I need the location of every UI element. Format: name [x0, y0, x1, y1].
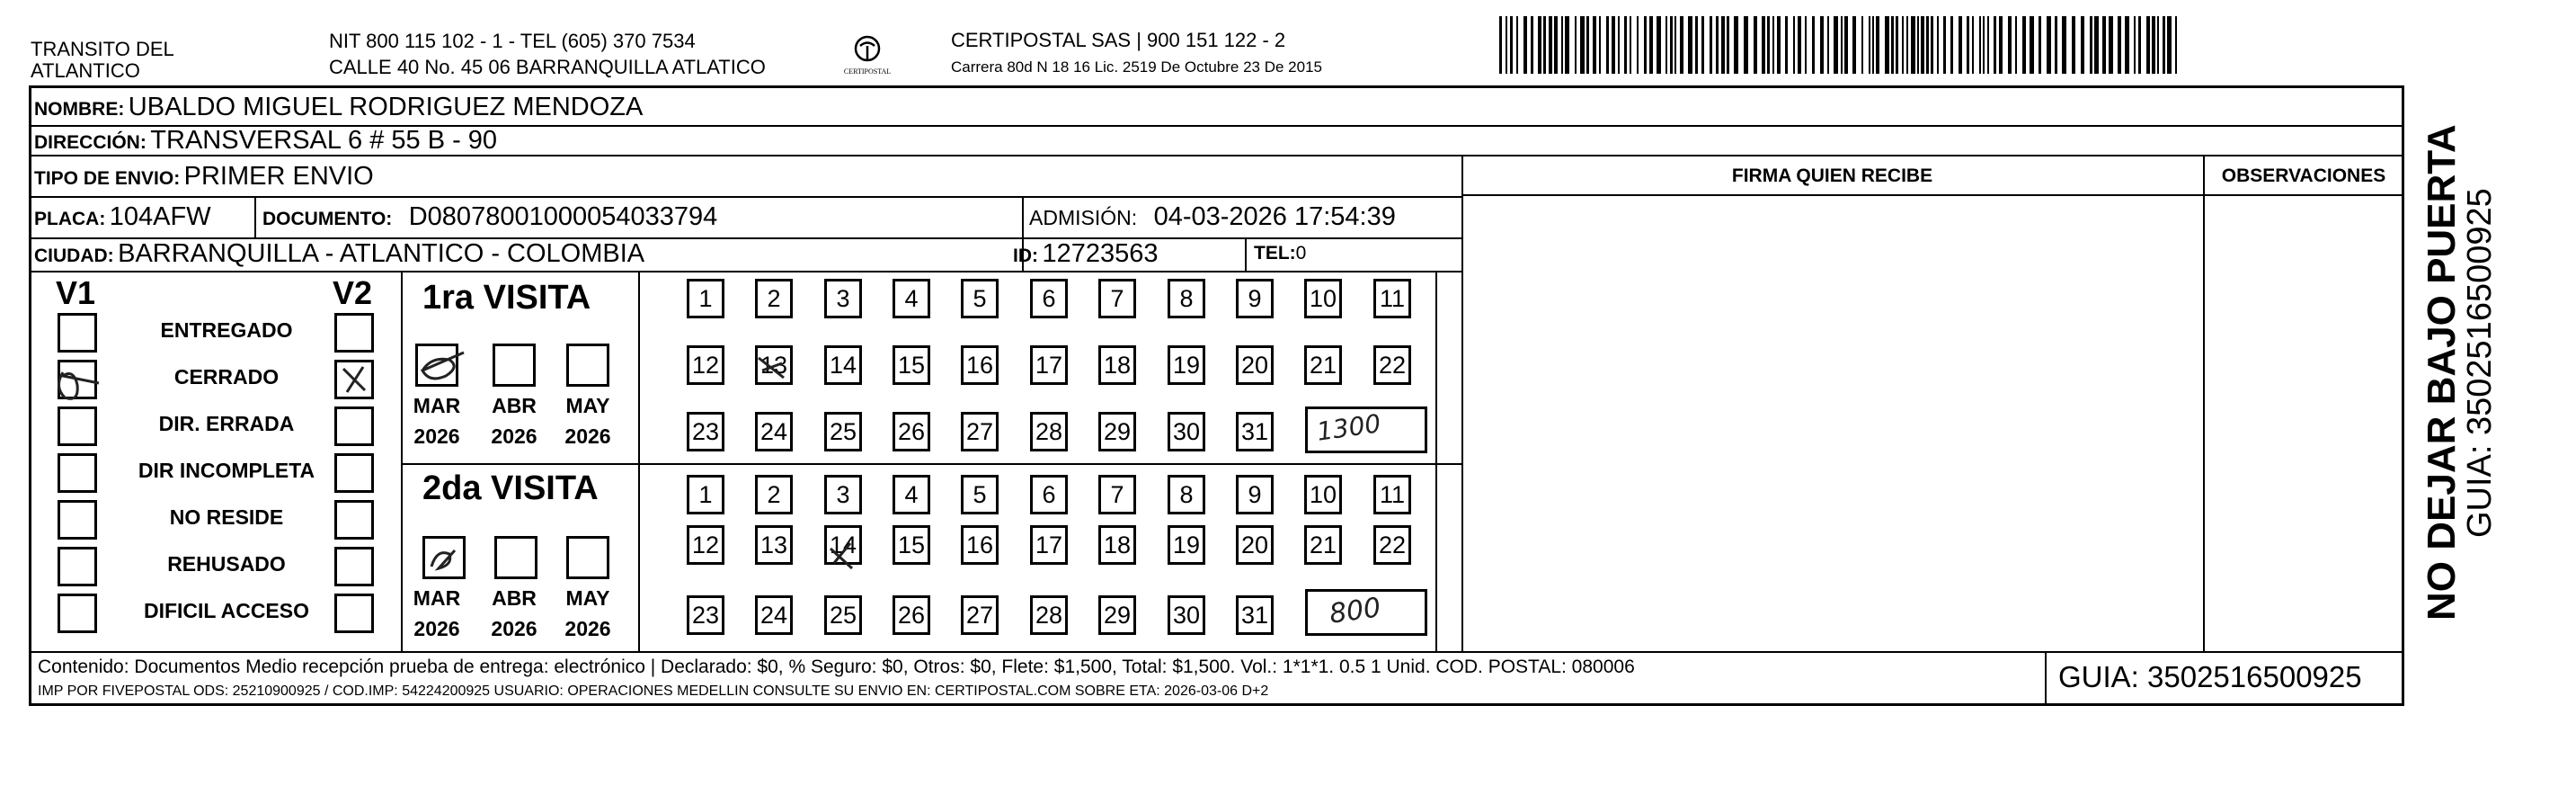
visit2-day-box[interactable]: 6 — [1030, 475, 1068, 514]
visit2-day-box[interactable]: 15 — [893, 525, 930, 565]
status-label: NO RESIDE — [169, 505, 284, 529]
visit1-day-box[interactable]: 9 — [1236, 279, 1274, 318]
visit1-day-box[interactable]: 8 — [1168, 279, 1205, 318]
tel-label: TEL: — [1254, 243, 1296, 264]
visit1-day-box[interactable]: 22 — [1373, 345, 1411, 385]
license-line: Carrera 80d N 18 16 Lic. 2519 De Octubre 23 De 2015 — [951, 58, 1322, 76]
documento-label: DOCUMENTO: — [262, 209, 393, 229]
visit2-day-box[interactable]: 17 — [1030, 525, 1068, 565]
visit2-day-box[interactable]: 3 — [824, 475, 862, 514]
visit2-day-box[interactable]: 1 — [687, 475, 724, 514]
visit1-year-mar: 2026 — [413, 424, 460, 448]
visit1-day-box[interactable]: 10 — [1304, 279, 1342, 318]
admision-label: ADMISIÓN: — [1029, 206, 1138, 229]
visit1-year-may: 2026 — [564, 424, 611, 448]
visit2-day-box[interactable]: 26 — [893, 595, 930, 635]
visit2-year-may: 2026 — [564, 617, 611, 640]
side-guia: GUIA: 3502516500925 — [2461, 188, 2499, 538]
visit1-day-box[interactable]: 30 — [1168, 412, 1205, 451]
org-name-line2: ATLANTICO — [31, 59, 140, 82]
visit2-day-box[interactable]: 27 — [961, 595, 999, 635]
firma-header: FIRMA QUIEN RECIBE — [1731, 165, 1933, 186]
org-name-line1: TRANSITO DEL — [31, 38, 174, 60]
footer-contenido: Contenido: Documentos Medio recepción prueba de entrega: electrónico | Declarado: $0, % Seguro: $0, Otros: $0, Flete: $1,500, Total: $1,500. Vol.: 1*1*1. 0.5 1 Unid. COD. POSTAL: 080006 — [38, 657, 1635, 677]
visit1-day-box[interactable]: 28 — [1030, 412, 1068, 451]
visit1-day-box[interactable]: 17 — [1030, 345, 1068, 385]
status-label: DIR. ERRADA — [158, 412, 295, 435]
visit1-day-box[interactable]: 15 — [893, 345, 930, 385]
status-label: DIR INCOMPLETA — [138, 459, 315, 482]
visit2-day-box[interactable]: 5 — [961, 475, 999, 514]
visit2-day-box[interactable]: 13 — [755, 525, 793, 565]
visit2-day-box[interactable]: 2 — [755, 475, 793, 514]
visit2-month-mar: MAR — [413, 586, 461, 610]
visit2-day-box[interactable]: 11 — [1373, 475, 1411, 514]
visit2-day-box[interactable]: 7 — [1098, 475, 1136, 514]
visit2-title: 2da VISITA — [422, 469, 599, 507]
visit2-day-box[interactable]: 31 — [1236, 595, 1274, 635]
visit1-handwritten-time: 1300 — [1315, 408, 1383, 447]
visit1-month-mar: MAR — [413, 394, 461, 417]
ciudad-value: BARRANQUILLA - ATLANTICO - COLOMBIA — [118, 239, 645, 268]
visit2-day-box[interactable]: 20 — [1236, 525, 1274, 565]
visit1-day-box[interactable]: 14 — [824, 345, 862, 385]
visit1-month-may: MAY — [565, 394, 610, 417]
placa-value: 104AFW — [109, 202, 211, 231]
visit1-day-box[interactable]: 19 — [1168, 345, 1205, 385]
observaciones-header: OBSERVACIONES — [2221, 165, 2386, 186]
visit2-year-abr: 2026 — [491, 617, 537, 640]
visit1-day-box[interactable]: 25 — [824, 412, 862, 451]
footer-imp: IMP POR FIVEPOSTAL ODS: 25210900925 / COD.IMP: 54224200925 USUARIO: OPERACIONES MEDELLIN CONSULTE SU ENVIO EN: CERTIPOSTAL.COM SOBRE ETA: 2026-03-06 D+2 — [38, 683, 1269, 699]
visit1-day-box[interactable]: 11 — [1373, 279, 1411, 318]
visit1-day-box[interactable]: 12 — [687, 345, 724, 385]
visit1-day-box[interactable]: 24 — [755, 412, 793, 451]
side-warning: NO DEJAR BAJO PUERTA — [2420, 124, 2464, 621]
tipo-envio-label: TIPO DE ENVIO: — [34, 168, 181, 189]
status-label: CERRADO — [173, 365, 280, 389]
footer-guia: GUIA: 3502516500925 — [2058, 660, 2362, 693]
visit2-day-box[interactable]: 12 — [687, 525, 724, 565]
v2-label: V2 — [333, 274, 373, 311]
visit2-day-box[interactable]: 18 — [1098, 525, 1136, 565]
visit1-day-box[interactable]: 3 — [824, 279, 862, 318]
visit2-month-may: MAY — [565, 586, 610, 610]
visit1-day-box[interactable]: 27 — [961, 412, 999, 451]
direccion-value: TRANSVERSAL 6 # 55 B - 90 — [150, 126, 498, 155]
visit2-day-box[interactable]: 16 — [961, 525, 999, 565]
visit1-day-box[interactable]: 18 — [1098, 345, 1136, 385]
visit1-day-box[interactable]: 21 — [1304, 345, 1342, 385]
address-line: CALLE 40 No. 45 06 BARRANQUILLA ATLATICO — [329, 56, 766, 78]
nombre-value: UBALDO MIGUEL RODRIGUEZ MENDOZA — [128, 93, 644, 121]
visit2-day-box[interactable]: 30 — [1168, 595, 1205, 635]
visit2-day-box[interactable]: 4 — [893, 475, 930, 514]
visit2-day-box[interactable]: 9 — [1236, 475, 1274, 514]
visit2-month-abr: ABR — [492, 586, 537, 610]
status-label: DIFICIL ACCESO — [143, 599, 309, 622]
visit1-day-box[interactable]: 13 — [755, 345, 793, 385]
visit1-day-box[interactable]: 16 — [961, 345, 999, 385]
visit1-day-box[interactable]: 20 — [1236, 345, 1274, 385]
visit1-day-box[interactable]: 1 — [687, 279, 724, 318]
visit2-year-mar: 2026 — [413, 617, 460, 640]
visit2-day-box[interactable]: 25 — [824, 595, 862, 635]
ciudad-label: CIUDAD: — [34, 246, 114, 266]
v1-label: V1 — [56, 274, 96, 311]
tel-value: 0 — [1295, 243, 1307, 264]
visit1-day-box[interactable]: 26 — [893, 412, 930, 451]
visit2-day-box[interactable]: 10 — [1304, 475, 1342, 514]
visit2-day-box[interactable]: 29 — [1098, 595, 1136, 635]
visit1-title: 1ra VISITA — [422, 279, 591, 317]
logo-text: CERTIPOSTAL — [843, 67, 892, 76]
visit2-day-box[interactable]: 19 — [1168, 525, 1205, 565]
documento-value: D08078001000054033794 — [408, 202, 718, 231]
visit2-day-box[interactable]: 24 — [755, 595, 793, 635]
visit2-day-box[interactable]: 22 — [1373, 525, 1411, 565]
visit1-day-box[interactable]: 4 — [893, 279, 930, 318]
placa-label: PLACA: — [34, 209, 106, 229]
visit1-day-box[interactable]: 7 — [1098, 279, 1136, 318]
visit2-day-box[interactable]: 14 — [824, 525, 862, 565]
visit2-day-box[interactable]: 21 — [1304, 525, 1342, 565]
visit1-day-box[interactable]: 6 — [1030, 279, 1068, 318]
company-line: CERTIPOSTAL SAS | 900 151 122 - 2 — [951, 29, 1286, 51]
direccion-label: DIRECCIÓN: — [34, 132, 147, 153]
nit-line: NIT 800 115 102 - 1 - TEL (605) 370 7534 — [329, 30, 696, 52]
visit1-day-box[interactable]: 2 — [755, 279, 793, 318]
id-value: 12723563 — [1042, 239, 1159, 268]
admision-value: 04-03-2026 17:54:39 — [1153, 202, 1396, 231]
visit2-day-box[interactable]: 8 — [1168, 475, 1205, 514]
tipo-envio-value: PRIMER ENVIO — [183, 162, 374, 191]
visit1-day-box[interactable]: 31 — [1236, 412, 1274, 451]
visit1-day-box[interactable]: 29 — [1098, 412, 1136, 451]
visit1-month-abr: ABR — [492, 394, 537, 417]
visit2-day-box[interactable]: 23 — [687, 595, 724, 635]
visit1-year-abr: 2026 — [491, 424, 537, 448]
id-label: ID: — [1013, 246, 1038, 266]
visit1-day-box[interactable]: 5 — [961, 279, 999, 318]
status-label: ENTREGADO — [160, 318, 293, 342]
status-label: REHUSADO — [167, 552, 286, 576]
visit2-day-box[interactable]: 28 — [1030, 595, 1068, 635]
visit1-day-box[interactable]: 23 — [687, 412, 724, 451]
nombre-label: NOMBRE: — [34, 99, 125, 120]
visit2-handwritten-time: 800 — [1327, 592, 1383, 630]
